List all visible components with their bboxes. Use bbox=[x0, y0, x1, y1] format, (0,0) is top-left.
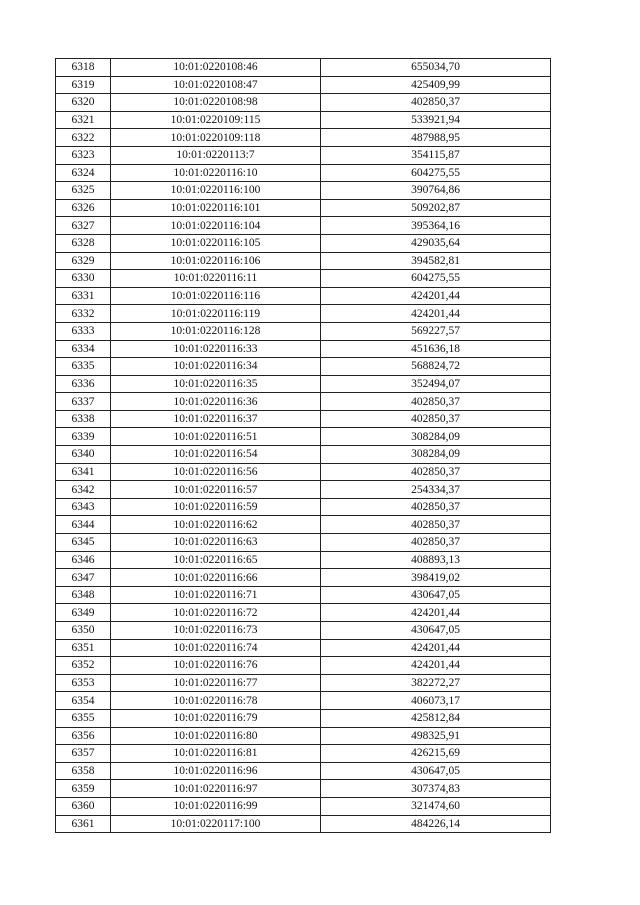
cadastral-number-cell: 10:01:0220116:105 bbox=[111, 234, 321, 252]
cadastral-number-cell: 10:01:0220116:54 bbox=[111, 446, 321, 464]
table-row bbox=[56, 815, 551, 833]
row-number-cell: 6337 bbox=[56, 393, 111, 411]
cadastral-number-cell: 10:01:0220116:62 bbox=[111, 516, 321, 534]
cadastral-number-cell: 10:01:0220116:66 bbox=[111, 569, 321, 587]
row-number-cell: 6327 bbox=[56, 217, 111, 235]
row-number-cell: 6328 bbox=[56, 234, 111, 252]
cadastral-number-cell: 10:01:0220116:99 bbox=[111, 797, 321, 815]
cadastral-number-cell: 10:01:0220116:10 bbox=[111, 164, 321, 182]
cadastral-number-cell: 10:01:0220116:73 bbox=[111, 622, 321, 640]
cadastral-number-cell: 10:01:0220109:118 bbox=[111, 129, 321, 147]
row-number-cell: 6331 bbox=[56, 287, 111, 305]
data-table bbox=[55, 58, 551, 833]
value-cell: 395364,16 bbox=[321, 217, 551, 235]
cadastral-number-cell: 10:01:0220116:101 bbox=[111, 199, 321, 217]
table-row bbox=[56, 111, 551, 129]
table-row bbox=[56, 129, 551, 147]
table-row bbox=[56, 516, 551, 534]
table-row bbox=[56, 446, 551, 464]
cadastral-number-cell: 10:01:0220108:46 bbox=[111, 59, 321, 77]
value-cell: 424201,44 bbox=[321, 604, 551, 622]
cadastral-number-cell: 10:01:0220116:56 bbox=[111, 463, 321, 481]
table-row bbox=[56, 622, 551, 640]
row-number-cell: 6338 bbox=[56, 410, 111, 428]
row-number-cell: 6361 bbox=[56, 815, 111, 833]
row-number-cell: 6333 bbox=[56, 322, 111, 340]
cadastral-number-cell: 10:01:0220116:59 bbox=[111, 498, 321, 516]
row-number-cell: 6342 bbox=[56, 481, 111, 499]
row-number-cell: 6360 bbox=[56, 797, 111, 815]
row-number-cell: 6341 bbox=[56, 463, 111, 481]
value-cell: 394582,81 bbox=[321, 252, 551, 270]
table-row bbox=[56, 410, 551, 428]
row-number-cell: 6335 bbox=[56, 358, 111, 376]
table-row bbox=[56, 604, 551, 622]
row-number-cell: 6355 bbox=[56, 709, 111, 727]
cadastral-number-cell: 10:01:0220116:72 bbox=[111, 604, 321, 622]
value-cell: 655034,70 bbox=[321, 59, 551, 77]
table-row bbox=[56, 199, 551, 217]
cadastral-number-cell: 10:01:0220116:57 bbox=[111, 481, 321, 499]
table-row bbox=[56, 709, 551, 727]
cadastral-number-cell: 10:01:0220116:116 bbox=[111, 287, 321, 305]
value-cell: 426215,69 bbox=[321, 745, 551, 763]
cadastral-number-cell: 10:01:0220108:98 bbox=[111, 94, 321, 112]
cadastral-number-cell: 10:01:0220116:80 bbox=[111, 727, 321, 745]
row-number-cell: 6321 bbox=[56, 111, 111, 129]
cadastral-number-cell: 10:01:0220116:33 bbox=[111, 340, 321, 358]
table-row bbox=[56, 182, 551, 200]
cadastral-number-cell: 10:01:0220116:74 bbox=[111, 639, 321, 657]
table-body bbox=[56, 59, 551, 833]
row-number-cell: 6318 bbox=[56, 59, 111, 77]
table-row bbox=[56, 76, 551, 94]
value-cell: 569227,57 bbox=[321, 322, 551, 340]
table-row bbox=[56, 745, 551, 763]
table-row bbox=[56, 322, 551, 340]
row-number-cell: 6345 bbox=[56, 534, 111, 552]
table-row bbox=[56, 428, 551, 446]
row-number-cell: 6348 bbox=[56, 586, 111, 604]
cadastral-number-cell: 10:01:0220116:81 bbox=[111, 745, 321, 763]
table-row bbox=[56, 657, 551, 675]
value-cell: 430647,05 bbox=[321, 762, 551, 780]
row-number-cell: 6324 bbox=[56, 164, 111, 182]
value-cell: 509202,87 bbox=[321, 199, 551, 217]
value-cell: 402850,37 bbox=[321, 498, 551, 516]
cadastral-number-cell: 10:01:0220116:96 bbox=[111, 762, 321, 780]
cadastral-number-cell: 10:01:0220116:119 bbox=[111, 305, 321, 323]
cadastral-number-cell: 10:01:0220116:51 bbox=[111, 428, 321, 446]
row-number-cell: 6344 bbox=[56, 516, 111, 534]
table-row bbox=[56, 59, 551, 77]
row-number-cell: 6329 bbox=[56, 252, 111, 270]
cadastral-number-cell: 10:01:0220116:11 bbox=[111, 270, 321, 288]
cadastral-number-cell: 10:01:0220116:71 bbox=[111, 586, 321, 604]
value-cell: 484226,14 bbox=[321, 815, 551, 833]
table-row bbox=[56, 498, 551, 516]
table-row bbox=[56, 762, 551, 780]
table-row bbox=[56, 463, 551, 481]
row-number-cell: 6332 bbox=[56, 305, 111, 323]
table-row bbox=[56, 639, 551, 657]
table-row bbox=[56, 305, 551, 323]
row-number-cell: 6357 bbox=[56, 745, 111, 763]
row-number-cell: 6334 bbox=[56, 340, 111, 358]
table-row bbox=[56, 94, 551, 112]
value-cell: 352494,07 bbox=[321, 375, 551, 393]
value-cell: 308284,09 bbox=[321, 446, 551, 464]
row-number-cell: 6353 bbox=[56, 674, 111, 692]
table-row bbox=[56, 551, 551, 569]
value-cell: 451636,18 bbox=[321, 340, 551, 358]
value-cell: 254334,37 bbox=[321, 481, 551, 499]
table-row bbox=[56, 780, 551, 798]
cadastral-number-cell: 10:01:0220116:36 bbox=[111, 393, 321, 411]
value-cell: 402850,37 bbox=[321, 393, 551, 411]
table-row bbox=[56, 217, 551, 235]
cadastral-number-cell: 10:01:0220116:63 bbox=[111, 534, 321, 552]
cadastral-number-cell: 10:01:0220116:35 bbox=[111, 375, 321, 393]
value-cell: 568824,72 bbox=[321, 358, 551, 376]
table-row bbox=[56, 234, 551, 252]
value-cell: 390764,86 bbox=[321, 182, 551, 200]
value-cell: 425812,84 bbox=[321, 709, 551, 727]
row-number-cell: 6349 bbox=[56, 604, 111, 622]
value-cell: 402850,37 bbox=[321, 94, 551, 112]
table-row bbox=[56, 164, 551, 182]
table-row bbox=[56, 358, 551, 376]
row-number-cell: 6351 bbox=[56, 639, 111, 657]
cadastral-number-cell: 10:01:0220116:97 bbox=[111, 780, 321, 798]
row-number-cell: 6330 bbox=[56, 270, 111, 288]
cadastral-number-cell: 10:01:0220113:7 bbox=[111, 146, 321, 164]
cadastral-number-cell: 10:01:0220108:47 bbox=[111, 76, 321, 94]
row-number-cell: 6336 bbox=[56, 375, 111, 393]
value-cell: 321474,60 bbox=[321, 797, 551, 815]
table-row bbox=[56, 727, 551, 745]
value-cell: 430647,05 bbox=[321, 622, 551, 640]
cadastral-number-cell: 10:01:0220117:100 bbox=[111, 815, 321, 833]
row-number-cell: 6323 bbox=[56, 146, 111, 164]
value-cell: 402850,37 bbox=[321, 516, 551, 534]
cadastral-number-cell: 10:01:0220109:115 bbox=[111, 111, 321, 129]
row-number-cell: 6325 bbox=[56, 182, 111, 200]
value-cell: 424201,44 bbox=[321, 657, 551, 675]
table-row bbox=[56, 674, 551, 692]
value-cell: 307374,83 bbox=[321, 780, 551, 798]
value-cell: 424201,44 bbox=[321, 305, 551, 323]
value-cell: 402850,37 bbox=[321, 534, 551, 552]
table-row bbox=[56, 692, 551, 710]
row-number-cell: 6352 bbox=[56, 657, 111, 675]
value-cell: 430647,05 bbox=[321, 586, 551, 604]
cadastral-number-cell: 10:01:0220116:76 bbox=[111, 657, 321, 675]
value-cell: 498325,91 bbox=[321, 727, 551, 745]
value-cell: 424201,44 bbox=[321, 639, 551, 657]
value-cell: 382272,27 bbox=[321, 674, 551, 692]
row-number-cell: 6326 bbox=[56, 199, 111, 217]
table-row bbox=[56, 534, 551, 552]
row-number-cell: 6319 bbox=[56, 76, 111, 94]
row-number-cell: 6340 bbox=[56, 446, 111, 464]
row-number-cell: 6354 bbox=[56, 692, 111, 710]
table-row bbox=[56, 393, 551, 411]
value-cell: 533921,94 bbox=[321, 111, 551, 129]
value-cell: 398419,02 bbox=[321, 569, 551, 587]
table-row bbox=[56, 146, 551, 164]
row-number-cell: 6356 bbox=[56, 727, 111, 745]
value-cell: 308284,09 bbox=[321, 428, 551, 446]
table-row bbox=[56, 586, 551, 604]
cadastral-number-cell: 10:01:0220116:34 bbox=[111, 358, 321, 376]
value-cell: 604275,55 bbox=[321, 270, 551, 288]
cadastral-number-cell: 10:01:0220116:104 bbox=[111, 217, 321, 235]
value-cell: 402850,37 bbox=[321, 410, 551, 428]
value-cell: 487988,95 bbox=[321, 129, 551, 147]
table-row bbox=[56, 287, 551, 305]
table-row bbox=[56, 481, 551, 499]
row-number-cell: 6343 bbox=[56, 498, 111, 516]
cadastral-number-cell: 10:01:0220116:106 bbox=[111, 252, 321, 270]
table-row bbox=[56, 270, 551, 288]
table-row bbox=[56, 252, 551, 270]
table-row bbox=[56, 797, 551, 815]
cadastral-number-cell: 10:01:0220116:128 bbox=[111, 322, 321, 340]
table-row bbox=[56, 375, 551, 393]
value-cell: 425409,99 bbox=[321, 76, 551, 94]
row-number-cell: 6358 bbox=[56, 762, 111, 780]
row-number-cell: 6339 bbox=[56, 428, 111, 446]
cadastral-number-cell: 10:01:0220116:79 bbox=[111, 709, 321, 727]
cadastral-number-cell: 10:01:0220116:37 bbox=[111, 410, 321, 428]
value-cell: 354115,87 bbox=[321, 146, 551, 164]
row-number-cell: 6320 bbox=[56, 94, 111, 112]
value-cell: 408893,13 bbox=[321, 551, 551, 569]
cadastral-number-cell: 10:01:0220116:77 bbox=[111, 674, 321, 692]
value-cell: 429035,64 bbox=[321, 234, 551, 252]
value-cell: 424201,44 bbox=[321, 287, 551, 305]
table-row bbox=[56, 340, 551, 358]
table-row bbox=[56, 569, 551, 587]
row-number-cell: 6359 bbox=[56, 780, 111, 798]
cadastral-number-cell: 10:01:0220116:100 bbox=[111, 182, 321, 200]
row-number-cell: 6322 bbox=[56, 129, 111, 147]
value-cell: 402850,37 bbox=[321, 463, 551, 481]
cadastral-number-cell: 10:01:0220116:65 bbox=[111, 551, 321, 569]
cadastral-number-cell: 10:01:0220116:78 bbox=[111, 692, 321, 710]
row-number-cell: 6347 bbox=[56, 569, 111, 587]
value-cell: 604275,55 bbox=[321, 164, 551, 182]
row-number-cell: 6350 bbox=[56, 622, 111, 640]
row-number-cell: 6346 bbox=[56, 551, 111, 569]
value-cell: 406073,17 bbox=[321, 692, 551, 710]
